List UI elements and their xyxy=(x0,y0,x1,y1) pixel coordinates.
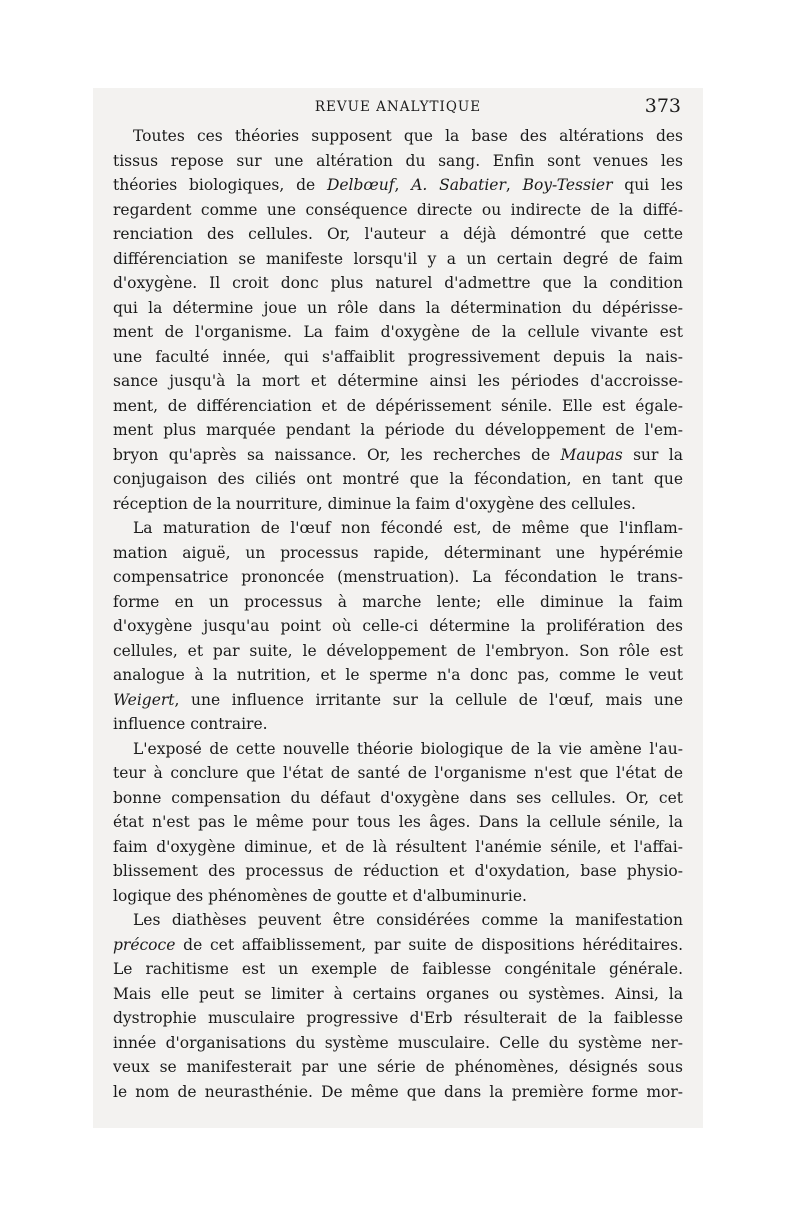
text-line xyxy=(113,590,683,615)
text-line xyxy=(113,1055,683,1080)
text-segment: dystrophie musculaire progressive d'Erb résulterait de la faiblesse xyxy=(113,1009,683,1027)
text-line xyxy=(113,345,683,370)
text-line xyxy=(113,982,683,1007)
text-segment: qui les xyxy=(612,176,683,194)
text-line xyxy=(113,712,683,737)
text-line xyxy=(113,541,683,566)
text-line xyxy=(113,1031,683,1056)
text-segment: d'oxygène jusqu'au point où celle-ci détermine la prolifération des xyxy=(113,617,683,635)
text-line xyxy=(113,908,683,933)
text-segment: cellules, et par suite, le développement de l'embryon. Son rôle est xyxy=(113,641,683,660)
text-segment: ment, de différenciation et de dépérissement sénile. Elle est égale- xyxy=(113,396,683,415)
text-line xyxy=(113,639,683,664)
text-line xyxy=(113,443,683,468)
italic-name: Maupas xyxy=(560,445,623,464)
text-line xyxy=(113,688,683,713)
text-segment: blissement des processus de réduction et d'oxydation, base physio- xyxy=(113,862,683,880)
italic-name: A. Sabatier xyxy=(411,176,506,194)
text-line xyxy=(113,565,683,590)
text-segment: de cet affaiblissement, par suite de dispositions héréditaires. xyxy=(175,935,683,954)
italic-name: Boy-Tessier xyxy=(522,176,613,194)
text-line xyxy=(113,369,683,394)
text-line xyxy=(113,149,683,174)
text-segment: Les diathèses peuvent être considérées comme la manifestation xyxy=(133,911,683,929)
text-segment: compensatrice prononcée (menstruation). La fécondation le trans- xyxy=(113,568,683,586)
italic-name: Weigert xyxy=(113,690,175,709)
text-segment: analogue à la nutrition, et le sperme n'a donc pas, comme le veut xyxy=(113,666,683,684)
text-segment: tissus repose sur une altération du sang. Enfin sont venues les xyxy=(113,151,683,170)
text-segment: forme en un processus à marche lente; elle diminue la faim xyxy=(113,592,683,611)
text-segment: , une influence irritante sur la cellule de l'œuf, mais une xyxy=(174,690,683,709)
text-line xyxy=(113,761,683,786)
text-segment: veux se manifesterait par une série de phénomènes, désignés sous xyxy=(113,1058,683,1076)
text-segment: teur à conclure que l'état de santé de l'organisme n'est que l'état de xyxy=(113,764,683,782)
text-line xyxy=(113,859,683,884)
text-line xyxy=(113,810,683,835)
text-segment: , xyxy=(505,176,523,194)
text-line xyxy=(113,516,683,541)
body-text xyxy=(113,124,683,1104)
text-segment: Toutes ces théories supposent que la base des altérations des xyxy=(133,127,683,145)
italic-name: Delbœuf xyxy=(326,176,395,194)
text-segment: différenciation se manifeste lorsqu'il y a un certain degré de faim xyxy=(113,249,683,268)
text-segment: , xyxy=(394,176,412,194)
text-segment: La maturation de l'œuf non fécondé est, de même que l'inflam- xyxy=(133,519,683,537)
text-line xyxy=(113,222,683,247)
text-segment: logique des phénomènes de goutte et d'albuminurie. xyxy=(113,886,527,905)
text-segment: d'oxygène. Il croit donc plus naturel d'admettre que la condition xyxy=(113,274,683,292)
text-segment: Mais elle peut se limiter à certains organes ou systèmes. Ainsi, la xyxy=(113,984,683,1003)
text-segment: faim d'oxygène diminue, et de là résultent l'anémie sénile, et l'affai- xyxy=(113,837,683,856)
text-segment: L'exposé de cette nouvelle théorie biologique de la vie amène l'au- xyxy=(133,739,683,758)
text-segment: mation aiguë, un processus rapide, déterminant une hypérémie xyxy=(113,543,683,562)
text-line xyxy=(113,394,683,419)
text-line xyxy=(113,418,683,443)
text-segment: regardent comme une conséquence directe ou indirecte de la diffé- xyxy=(113,200,683,219)
text-line xyxy=(113,737,683,762)
text-line xyxy=(113,271,683,296)
text-segment: ment plus marquée pendant la période du développement de l'em- xyxy=(113,421,683,439)
text-segment: bryon qu'après sa naissance. Or, les recherches de xyxy=(113,445,561,464)
text-line xyxy=(113,786,683,811)
text-line xyxy=(113,467,683,492)
text-line xyxy=(113,884,683,909)
text-segment: réception de la nourriture, diminue la faim d'oxygène des cellules. xyxy=(113,494,636,513)
text-line xyxy=(113,124,683,149)
text-segment: renciation des cellules. Or, l'auteur a déjà démontré que cette xyxy=(113,225,683,243)
text-segment: bonne compensation du défaut d'oxygène dans ses cellules. Or, cet xyxy=(113,788,683,807)
text-segment: état n'est pas le même pour tous les âges. Dans la cellule sénile, la xyxy=(113,813,683,831)
text-line xyxy=(113,835,683,860)
text-segment: innée d'organisations du système musculaire. Celle du système ner- xyxy=(113,1033,683,1052)
text-line xyxy=(113,247,683,272)
text-line xyxy=(113,1080,683,1105)
text-line xyxy=(113,957,683,982)
text-line xyxy=(113,663,683,688)
text-line xyxy=(113,1006,683,1031)
text-line xyxy=(113,198,683,223)
page-number: 373 xyxy=(644,95,681,117)
text-segment: conjugaison des ciliés ont montré que la fécondation, en tant que xyxy=(113,470,683,488)
running-head: REVUE ANALYTIQUE xyxy=(314,99,482,115)
text-line xyxy=(113,492,683,517)
text-segment: ment de l'organisme. La faim d'oxygène de la cellule vivante est xyxy=(113,323,683,341)
text-segment: une faculté innée, qui s'affaiblit progressivement depuis la nais- xyxy=(113,347,683,366)
text-line xyxy=(113,296,683,321)
text-segment: influence contraire. xyxy=(113,715,268,733)
text-line xyxy=(113,173,683,198)
text-segment: le nom de neurasthénie. De même que dans la première forme mor- xyxy=(113,1082,683,1101)
page-header xyxy=(113,95,683,121)
text-segment: théories biologiques, de xyxy=(113,176,327,194)
text-line xyxy=(113,320,683,345)
text-line xyxy=(113,614,683,639)
text-line xyxy=(113,933,683,958)
text-segment: sance jusqu'à la mort et détermine ainsi les périodes d'accroisse- xyxy=(113,372,683,390)
text-segment: sur la xyxy=(622,445,683,464)
text-segment: Le rachitisme est un exemple de faiblesse congénitale générale. xyxy=(113,960,683,978)
italic-name: précoce xyxy=(113,935,176,954)
text-segment: qui la détermine joue un rôle dans la détermination du dépérisse- xyxy=(113,298,683,317)
